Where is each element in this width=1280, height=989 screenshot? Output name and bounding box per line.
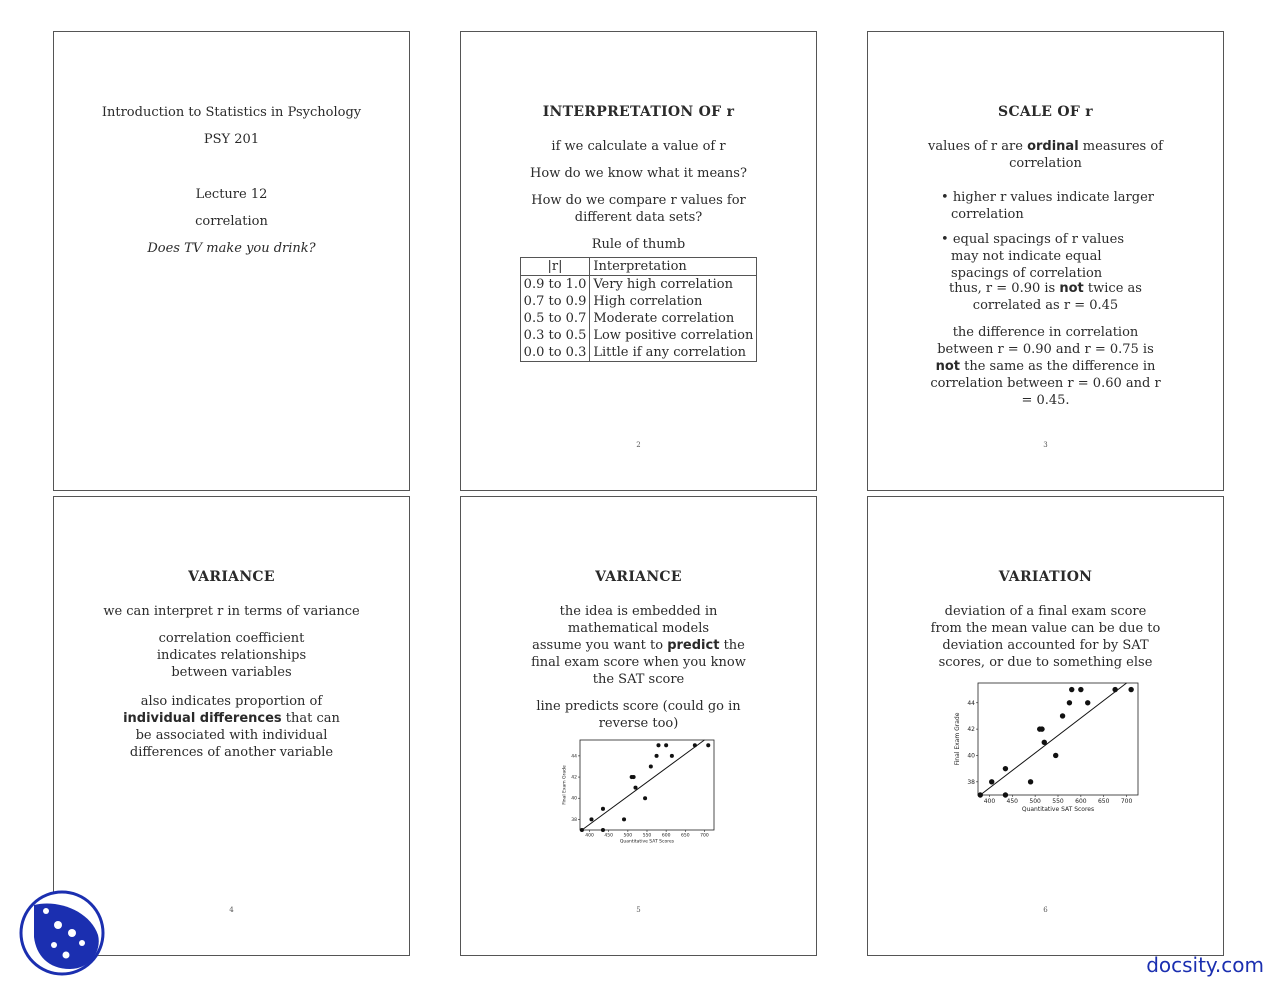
y-axis-label: Final Exam Grade (953, 712, 961, 766)
data-point (1078, 687, 1083, 692)
slide-5 (460, 496, 817, 956)
x-tick-label: 400 (983, 798, 995, 805)
data-point (1002, 792, 1007, 797)
data-point (579, 828, 583, 832)
data-point (1128, 687, 1133, 692)
x-axis-label: Quantitative SAT Scores (1021, 805, 1094, 813)
data-point (656, 743, 660, 747)
data-point (600, 828, 604, 832)
page-number: 5 (636, 906, 641, 914)
table-row (520, 310, 757, 327)
slide-3 (867, 31, 1224, 491)
data-point (1069, 687, 1074, 692)
x-tick-label: 500 (623, 833, 632, 839)
slide-heading: VARIANCE (188, 569, 275, 585)
data-point (706, 743, 710, 747)
data-point (692, 743, 696, 747)
data-point (631, 775, 635, 779)
y-tick-label: 44 (570, 754, 577, 760)
lecture-topic: correlation (195, 214, 268, 229)
data-point (1066, 700, 1071, 705)
individual-differences-text: also indicates proportion of individual differences that can be associated with individual differences of another variable (123, 694, 340, 760)
text-line: line predicts score (could go in reverse too) (536, 699, 741, 731)
text-line: if we calculate a value of r (551, 139, 726, 154)
table-cell: 0.0 to 0.3 (520, 344, 590, 362)
text-line: correlation coefficient indicates relationships between variables (156, 631, 307, 680)
table-row (520, 327, 757, 344)
docsity-logo-icon[interactable] (18, 889, 106, 977)
intro-text: values of r are ordinal measures of correlation (928, 139, 1163, 171)
table-cell: 0.3 to 0.5 (520, 327, 590, 344)
bullet-item: • higher r values indicate larger correlation (941, 190, 1154, 222)
slide-4 (53, 496, 410, 956)
difference-text: the difference in correlation between r = 0.90 and r = 0.75 is not the same as the difference in correlation between r = 0.60 and r = 0.45. (930, 325, 1161, 408)
page-number: 2 (636, 441, 641, 449)
y-axis-label: Final Exam Grade (562, 765, 568, 805)
table-row (520, 276, 757, 294)
thus-text: thus, r = 0.90 is not twice as correlated as r = 0.45 (949, 281, 1142, 313)
y-tick-label: 42 (570, 775, 577, 781)
y-tick-label: 40 (570, 796, 577, 802)
page-number: 4 (229, 906, 234, 914)
slide-2 (460, 31, 817, 491)
text-line: How do we compare r values for different data sets? (531, 193, 746, 225)
table-cell: Little if any correlation (590, 344, 757, 362)
data-point (669, 754, 673, 758)
x-tick-label: 500 (1028, 798, 1041, 805)
text-line: the idea is embedded in mathematical models (559, 604, 718, 636)
data-point (648, 764, 652, 768)
scatter-plot (946, 679, 1146, 817)
data-point (1039, 726, 1044, 731)
page-number: 3 (1043, 441, 1048, 449)
data-point (589, 817, 593, 821)
data-point (1027, 779, 1032, 784)
x-tick-label: 550 (1051, 798, 1064, 805)
data-point (643, 796, 647, 800)
x-tick-label: 650 (680, 833, 690, 839)
table-header: |r| (520, 258, 590, 276)
data-point (654, 754, 658, 758)
lecture-number: Lecture 12 (195, 187, 268, 202)
text-line: How do we know what it means? (530, 166, 747, 181)
table-cell: Moderate correlation (590, 310, 757, 327)
table-header: Interpretation (590, 258, 757, 276)
x-tick-label: 450 (1006, 798, 1018, 805)
bullet-item: • equal spacings of r values may not indicate equal spacings of correlation (941, 232, 1125, 281)
regression-line (581, 740, 704, 830)
lecture-subtitle: Does TV make you drink? (147, 241, 316, 256)
x-tick-label: 700 (699, 833, 709, 839)
table-cell: Low positive correlation (590, 327, 757, 344)
regression-line (980, 683, 1126, 795)
data-point (1085, 700, 1090, 705)
data-point (989, 779, 994, 784)
table-cell: 0.9 to 1.0 (520, 276, 590, 294)
slide-6 (867, 496, 1224, 956)
x-tick-label: 600 (661, 833, 670, 839)
table-cell: 0.7 to 0.9 (520, 293, 590, 310)
y-tick-label: 44 (966, 699, 975, 707)
table-header-row (520, 258, 757, 276)
slide-heading: SCALE OF r (998, 104, 1093, 120)
slide-heading: INTERPRETATION OF r (542, 104, 735, 120)
scatter-chart-large (930, 679, 1161, 817)
data-point (1002, 766, 1007, 771)
data-point (1112, 687, 1117, 692)
y-tick-label: 40 (966, 752, 975, 760)
slide-1 (53, 31, 410, 491)
scatter-plot (554, 736, 724, 848)
y-tick-label: 42 (966, 726, 975, 734)
course-code: PSY 201 (203, 132, 260, 147)
data-point (600, 807, 604, 811)
table-cell: High correlation (590, 293, 757, 310)
x-tick-label: 650 (1097, 798, 1109, 805)
data-point (1041, 740, 1046, 745)
y-tick-label: 38 (570, 817, 577, 823)
table-row (520, 293, 757, 310)
data-point (977, 792, 982, 797)
x-tick-label: 550 (642, 833, 651, 839)
scatter-chart-small (521, 736, 756, 848)
y-tick-label: 38 (966, 778, 975, 786)
title-block (94, 104, 369, 267)
page-number: 6 (1043, 906, 1048, 914)
predict-text: assume you want to predict the final exam score when you know the SAT score (531, 638, 746, 687)
table-cell: Very high correlation (590, 276, 757, 294)
table-caption: Rule of thumb (591, 237, 686, 252)
rule-of-thumb-table (520, 257, 758, 362)
data-point (1059, 713, 1064, 718)
table-row (520, 344, 757, 362)
text-line: deviation of a final exam score from the mean value can be due to deviation accounted for by SAT scores, or due to something else (930, 604, 1161, 670)
x-tick-label: 600 (1074, 798, 1087, 805)
slide-heading: VARIANCE (595, 569, 682, 585)
data-point (622, 817, 626, 821)
x-tick-label: 700 (1120, 798, 1132, 805)
data-point (1053, 753, 1058, 758)
text-line: we can interpret r in terms of variance (103, 604, 360, 619)
x-axis-label: Quantitative SAT Scores (619, 839, 674, 845)
table-cell: 0.5 to 0.7 (520, 310, 590, 327)
slide-heading: VARIATION (998, 569, 1093, 585)
data-point (664, 743, 668, 747)
course-title: Introduction to Statistics in Psychology (101, 105, 362, 120)
x-tick-label: 450 (603, 833, 613, 839)
x-tick-label: 400 (584, 833, 594, 839)
data-point (633, 786, 637, 790)
docsity-link[interactable]: docsity.com (1146, 953, 1264, 977)
